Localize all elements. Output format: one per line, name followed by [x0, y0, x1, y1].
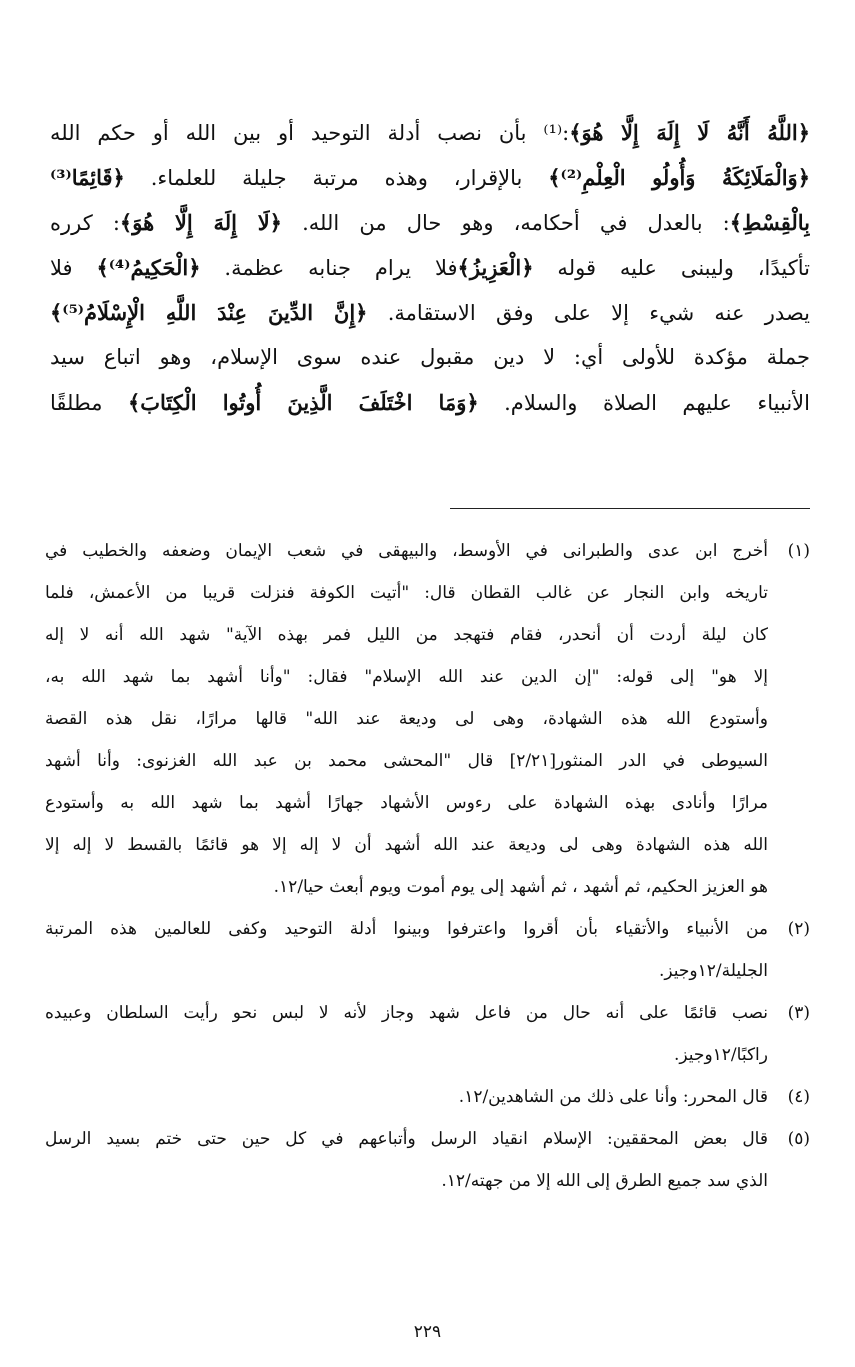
- footnote-line: من الأنبياء والأتقياء بأن أقروا واعترفوا وبينوا أدلة التوحيد وكفى للعالمين هذه المرتبة: [45, 919, 768, 939]
- commentary-segment: الأنبياء عليهم الصلاة والسلام.: [478, 391, 810, 415]
- commentary-text: [50, 110, 810, 425]
- text-line: [50, 245, 810, 290]
- footnote-number: (٤): [787, 1087, 810, 1107]
- commentary-segment: :⁽¹⁾ بأن نصب أدلة التوحيد أو بين الله أو حكم الله: [50, 121, 570, 145]
- commentary-segment: جملة مؤكدة للأولى أي: لا دين مقبول عنده سوى الإسلام، وهو اتباع سيد: [50, 345, 810, 369]
- footnote-line: نصب قائمًا على أنه حال من فاعل شهد وجاز لأنه لا لبس نحو رأيت السلطان وعبيده: [45, 1003, 768, 1023]
- footnote: [45, 1076, 810, 1118]
- commentary-segment: فلا يرام جنابه عظمة.: [200, 256, 458, 280]
- footnote-line: قال بعض المحققين: الإسلام انقياد الرسل وأتباعهم في كل حين حتى ختم بسيد الرسل: [45, 1129, 768, 1149]
- footnote-line: مرارًا وأنادى بهذه الشهادة على رءوس الأشهاد جهارًا أشهد بما شهد الله به وأستودع: [45, 793, 768, 813]
- quran-verse: بِالْقِسْطِ﴾: [729, 210, 810, 235]
- quran-verse: ﴿إِنَّ الدِّينَ عِنْدَ اللَّهِ الْإِسْلَامُ⁽⁵⁾﴾: [50, 300, 368, 325]
- footnote-line: الله هذه الشهادة وهى لى وديعة عند الله أشهد أن لا إله إلا هو قائمًا بالقسط لا إله إلا: [45, 835, 768, 855]
- text-line: [50, 335, 810, 380]
- footnote-line: الذي سد جميع الطرق إلى الله إلا من جهته/١٢.: [441, 1171, 768, 1191]
- quran-verse: ﴿اللَّهُ أَنَّهُ لَا إِلَهَ إِلَّا هُوَ﴾: [569, 120, 810, 145]
- commentary-segment: : بالعدل في أحكامه، وهو حال من الله.: [282, 211, 730, 235]
- quran-verse: ﴿الْعَزِيزُ﴾: [457, 255, 534, 280]
- footnote-line: تاريخه وابن النجار عن غالب القطان قال: "أتيت الكوفة فنزلت قريبا من الأعمش، فلما: [45, 583, 768, 603]
- quran-verse: ﴿الْحَكِيمُ⁽⁴⁾﴾: [96, 255, 201, 280]
- commentary-segment: مطلقًا: [50, 391, 128, 415]
- footnote-line: وأستودع الله هذه الشهادة، وهى لى وديعة عند الله" قالها مرارًا، نقل هذه القصة: [45, 709, 768, 729]
- commentary-segment: يصدر عنه شيء إلا على وفق الاستقامة.: [367, 301, 810, 325]
- footnote-number: (١): [787, 541, 810, 561]
- footnote-line: أخرج ابن عدى والطبرانى في الأوسط، والبيهقى في شعب الإيمان وضعفه والخطيب في: [45, 541, 768, 561]
- commentary-segment: تأكيدًا، وليبنى عليه قوله: [533, 256, 810, 280]
- text-line: [50, 155, 810, 200]
- footnote-line: الجليلة/١٢وجيز.: [658, 961, 768, 981]
- text-line: [50, 290, 810, 335]
- quran-verse: ﴿وَمَا اخْتَلَفَ الَّذِينَ أُوتُوا الْكِتَابَ﴾: [127, 390, 479, 415]
- footnotes: [45, 530, 810, 1202]
- page-number: ٢٢٩: [413, 1322, 442, 1342]
- footnote-number: (٣): [787, 1003, 810, 1023]
- text-line: [50, 200, 810, 245]
- footnote: [45, 992, 810, 1076]
- footnote-separator: [450, 508, 810, 509]
- commentary-segment: فلا: [50, 256, 97, 280]
- text-line: [50, 110, 810, 155]
- footnote-line: راكبًا/١٢وجيز.: [674, 1045, 768, 1065]
- quran-verse: ﴿وَالْمَلَائِكَةُ وَأُولُو الْعِلْمِ⁽²⁾﴾: [548, 165, 810, 190]
- quran-verse: ﴿لَا إِلَهَ إِلَّا هُوَ﴾: [119, 210, 282, 235]
- footnote-line: إلا هو" إلى قوله: "إن الدين عند الله الإسلام" فقال: "وأنا أشهد بما شهد الله به،: [45, 667, 768, 687]
- footnote-line: السيوطى في الدر المنثور[٢/٢١] قال "المحشى محمد بن عبد الله الغزنوى: وأنا أشهد: [45, 751, 768, 771]
- commentary-segment: : كرره: [50, 211, 120, 235]
- footnote: [45, 530, 810, 908]
- footnote-line: كان ليلة أردت أن أنحدر، فقام فتهجد من الليل فمر بهذه الآية" شهد الله أنه لا إله: [45, 625, 768, 645]
- footnote-line: قال المحرر: وأنا على ذلك من الشاهدين/١٢.: [458, 1087, 768, 1107]
- footnote-number: (٢): [787, 919, 810, 939]
- commentary-segment: بالإقرار، وهذه مرتبة جليلة للعلماء.: [124, 166, 549, 190]
- footnote: [45, 1118, 810, 1202]
- footnote-number: (٥): [787, 1129, 810, 1149]
- text-line: [50, 380, 810, 425]
- footnote-line: هو العزيز الحكيم، ثم أشهد ، ثم أشهد إلى يوم أموت ويوم أبعث حيا/١٢.: [273, 877, 768, 897]
- quran-verse: ﴿قَائِمًا⁽³⁾: [50, 165, 125, 190]
- footnote: [45, 908, 810, 992]
